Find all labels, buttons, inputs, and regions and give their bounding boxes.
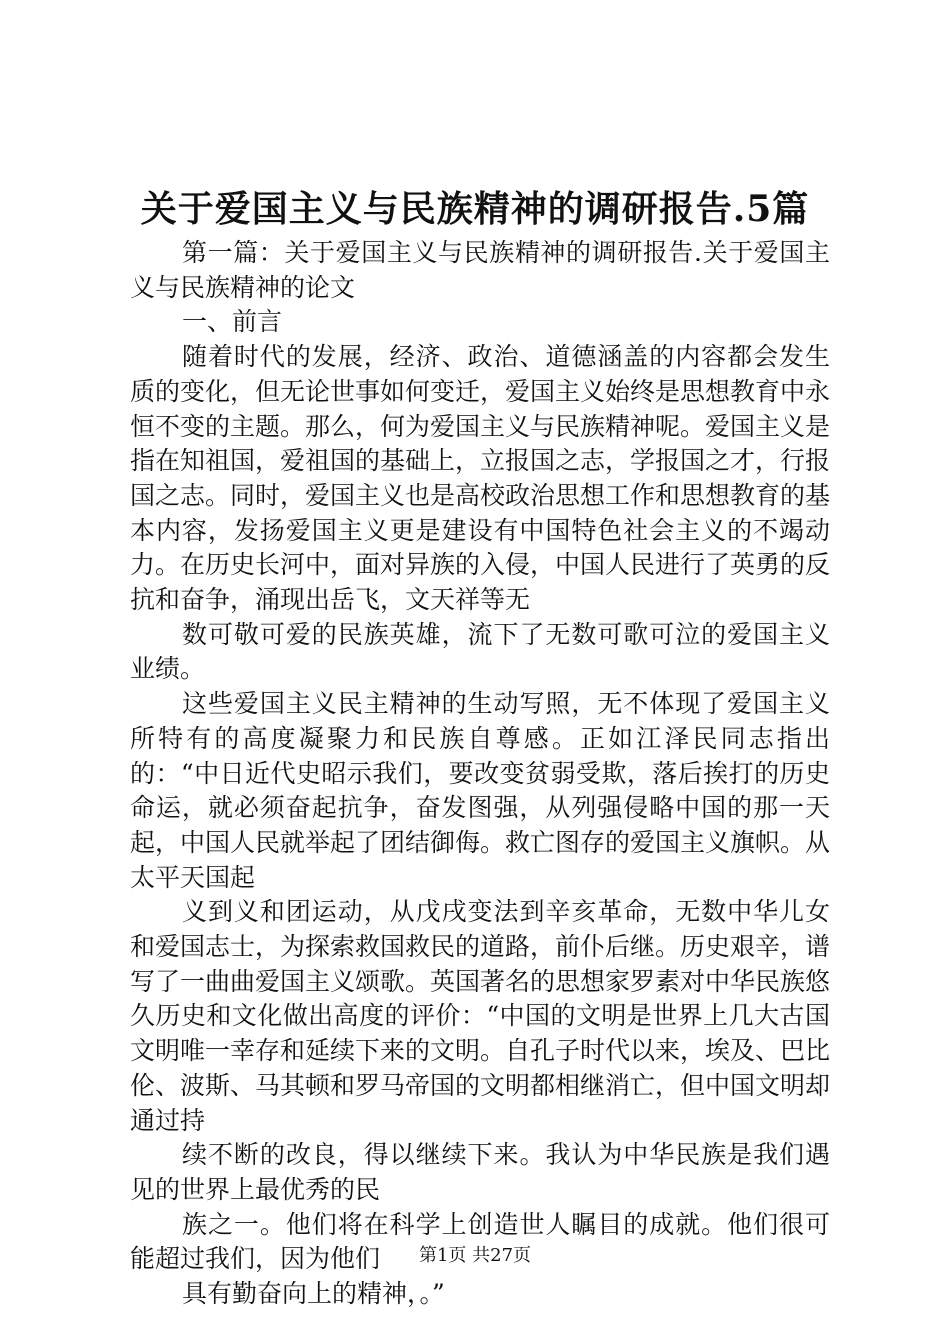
section-heading: 一、前言 bbox=[182, 307, 283, 337]
document-title: 关于爱国主义与民族精神的调研报告.5篇 bbox=[140, 188, 810, 230]
paragraph: 数可敬可爱的民族英雄，流下了无数可歌可泣的爱国主义业绩。 bbox=[130, 619, 830, 684]
paragraph: 第一篇：关于爱国主义与民族精神的调研报告.关于爱国主义与民族精神的论文 bbox=[130, 238, 830, 302]
paragraph: 族之一。他们将在科学上创造世人瞩目的成就。他们很可能超过我们，因为他们 bbox=[130, 1209, 830, 1274]
paragraph: 随着时代的发展，经济、政治、道德涵盖的内容都会发生质的变化，但无论世事如何变迁，爱国主义始终是思想教育中永恒不变的主题。那么，何为爱国主义与民族精神呢。爱国主义是指在知祖国，爱祖国的基础上，立报国之志，学报国之才，行报国之志。同时，爱国主义也是高校政治思想工作和思想教育的基本内容，发扬爱国主义更是建设有中国特色社会主义的不竭动力。在历史长河中，面对异族的入侵，中国人民进行了英勇的反抗和奋争，涌现出岳飞，文天祥等无 bbox=[130, 342, 831, 615]
paragraph: 这些爱国主义民主精神的生动写照，无不体现了爱国主义所特有的高度凝聚力和民族自尊感。正如江泽民同志指出的：“中日近代史昭示我们，要改变贫弱受欺，落后挨打的历史命运，就必须奋起抗争，奋发图强，从列强侵略中国的那一天起，中国人民就举起了团结御侮。救亡图存的爱国主义旗帜。从太平天国起 bbox=[130, 689, 831, 892]
paragraph: 续不断的改良，得以继续下来。我认为中华民族是我们遇见的世界上最优秀的民 bbox=[130, 1140, 830, 1204]
page-number-footer: 第1页 共27页 bbox=[418, 1245, 532, 1266]
paragraph: 义到义和团运动，从戊戌变法到辛亥革命，无数中华儿女和爱国志士，为探索救国救民的道路，前仆后继。历史艰辛，谱写了一曲曲爱国主义颂歌。英国著名的思想家罗素对中华民族悠久历史和文化做出高度的评价：“中国的文明是世界上几大古国文明唯一幸存和延续下来的文明。自孔子时代以来，埃及、巴比伦、波斯、马其顿和罗马帝国的文明都相继消亡，但中国文明却通过持 bbox=[130, 897, 831, 1135]
document-body bbox=[130, 236, 830, 1312]
paragraph: 具有勤奋向上的精神，。” bbox=[182, 1279, 445, 1309]
